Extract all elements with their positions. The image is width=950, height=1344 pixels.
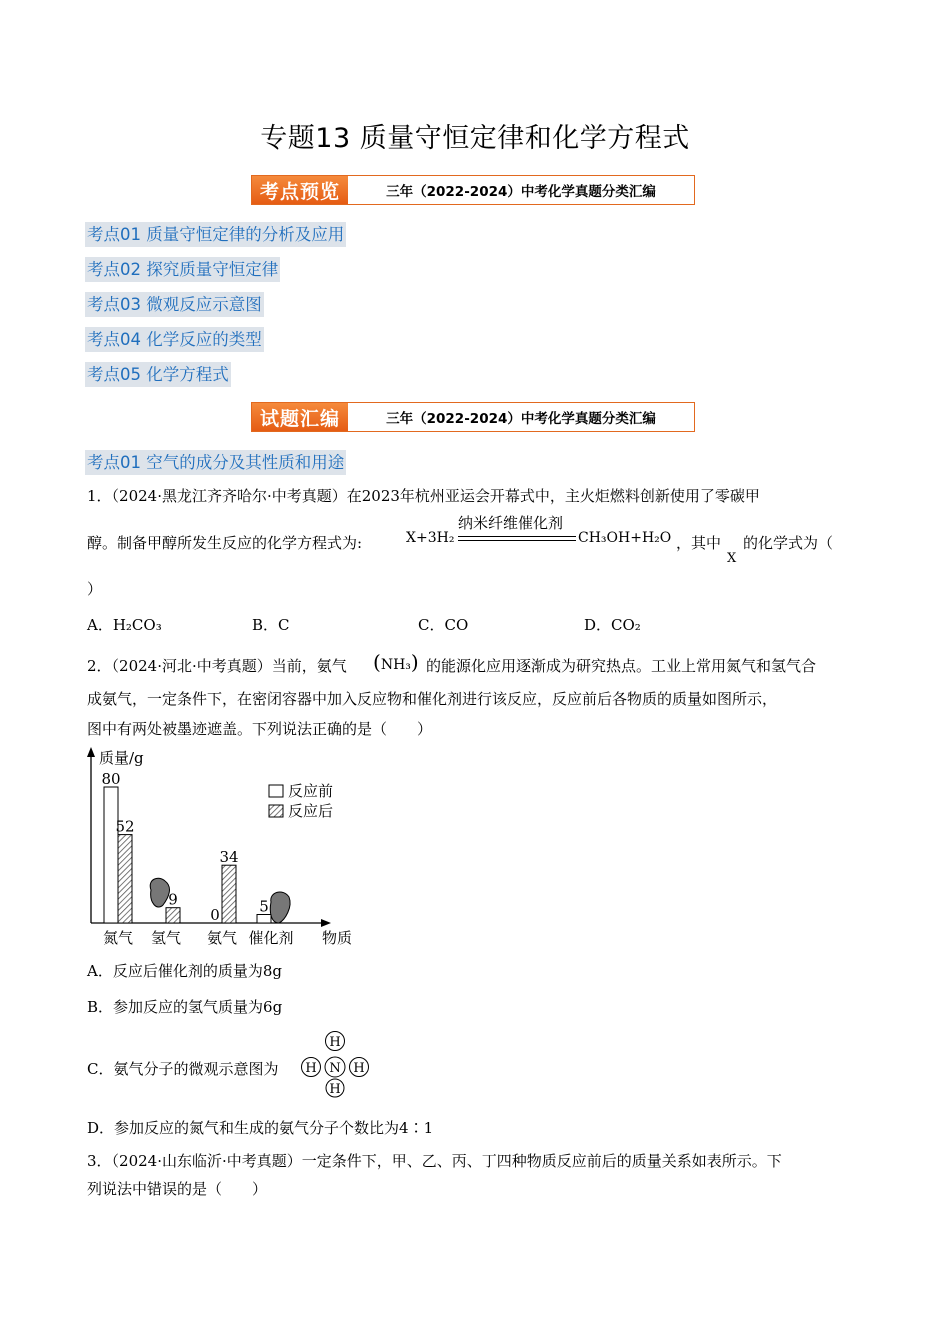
q2-option-b[interactable]: B．参加反应的氢气质量为6g [87,998,283,1016]
banner-subtitle: 三年（2022-2024）中考化学真题分类汇编 [386,184,656,200]
category-label: 催化剂 [248,929,294,947]
category-label: 氨气 [206,929,238,947]
data-label: 9 [168,890,178,909]
q1-option-b[interactable]: B．C [252,616,290,634]
bar-after [166,908,180,923]
q1-eq-condition: 纳米纤维催化剂 [458,514,564,532]
legend-swatch-after [269,805,283,817]
category-label: 氮气 [102,929,134,947]
kaodian-link-2[interactable]: 考点02 探究质量守恒定律 [85,257,280,282]
category-label: 氢气 [150,929,182,947]
q2-formula: NH₃ [380,657,411,673]
banner-tag: 考点预览 [252,176,348,204]
ink-blot [270,892,290,923]
mass-bar-chart [85,745,385,950]
q1-line3: ） [87,580,103,598]
paren-close: ) [410,650,419,674]
data-label: 52 [115,817,135,836]
q1-eq-arrow [458,536,576,541]
q1-x-symbol: X [727,551,737,566]
atom-label: H [305,1061,317,1076]
section-heading: 考点01 空气的成分及其性质和用途 [85,450,346,475]
atom-label: N [329,1061,341,1076]
x-axis-label: 物质 [322,929,353,947]
legend-swatch-before [269,785,283,797]
y-axis-label: 质量/g [99,749,144,767]
q2-formula-wrap [373,650,419,674]
kaodian-link-3[interactable]: 考点03 微观反应示意图 [85,292,264,317]
q2-line1-end: 的能源化应用逐渐成为研究热点。工业上常用氮气和氢气合 [426,657,817,675]
q1-option-c[interactable]: C．CO [418,616,469,634]
q3-line2: 列说法中错误的是（ ） [87,1180,268,1198]
banner-subtitle: 三年（2022-2024）中考化学真题分类汇编 [386,411,656,427]
bar-after [222,865,236,923]
bar-before [257,915,271,924]
x-axis-arrow [321,919,331,927]
bar-after [118,835,132,923]
ink-blot [150,878,169,907]
q1-eq-left: X+3H₂ [406,530,455,546]
data-label: 80 [101,770,121,788]
q3-line1: 3．（2024·山东临沂·中考真题）一定条件下，甲、乙、丙、丁四种物质反应前后的质量关系如表所示。下 [87,1152,782,1170]
legend-after: 反应后 [288,802,334,820]
q1-option-a[interactable]: A．H₂CO₃ [87,616,162,634]
legend-before: 反应前 [288,782,334,800]
data-label: 0 [210,906,220,924]
q2-line2: 成氨气，一定条件下，在密闭容器中加入反应物和催化剂进行该反应，反应前后各物质的质量如图所示， [87,690,778,708]
q1-line1: 1．（2024·黑龙江齐齐哈尔·中考真题）在2023年杭州亚运会开幕式中，主火炬燃料创新使用了零碳甲 [87,487,760,505]
nh4-molecule-diagram [297,1030,373,1098]
q2-option-a[interactable]: A．反应后催化剂的质量为8g [87,962,282,980]
y-axis-arrow [87,747,95,757]
q2-line3: 图中有两处被墨迹遮盖。下列说法正确的是（ ） [87,720,433,738]
q2-option-c[interactable]: C．氨气分子的微观示意图为 [87,1060,279,1078]
bar-before [104,787,118,923]
data-label: 34 [219,848,239,867]
banner-questions [251,402,695,432]
page-title: 专题13 质量守恒定律和化学方程式 [260,123,690,154]
paren-open: ( [373,650,381,674]
q2-line1-start: 2．（2024·河北·中考真题）当前，氨气 [87,657,347,675]
q1-eq-right: CH₃OH+H₂O [578,530,672,546]
atom-label: H [329,1082,341,1097]
kaodian-link-1[interactable]: 考点01 质量守恒定律的分析及应用 [85,222,346,247]
kaodian-link-4[interactable]: 考点04 化学反应的类型 [85,327,264,352]
atom-label: H [353,1061,365,1076]
q1-option-d[interactable]: D．CO₂ [584,616,641,634]
banner-preview [251,175,695,205]
banner-tag: 试题汇编 [252,403,348,431]
kaodian-link-5[interactable]: 考点05 化学方程式 [85,362,231,387]
data-label: 5 [259,897,269,916]
atom-label: H [329,1035,341,1050]
q1-line2-start: 醇。制备甲醇所发生反应的化学方程式为: [87,534,363,552]
q2-option-d[interactable]: D．参加反应的氮气和生成的氨气分子个数比为4∶1 [87,1119,434,1137]
q1-line2-mid: ，其中 [676,534,722,552]
q1-line2-end: 的化学式为（ [743,534,834,552]
